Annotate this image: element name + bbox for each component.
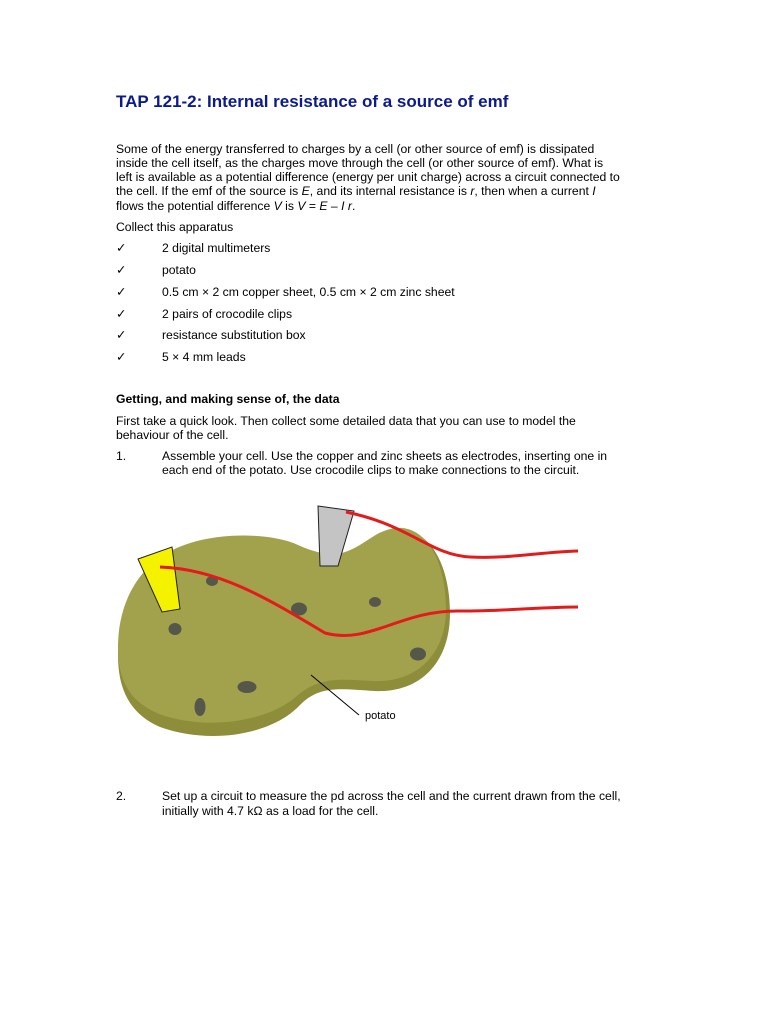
intro-line: Some of the energy transferred to charges by a cell (or other source of emf) is dissipated xyxy=(116,142,595,156)
check-icon: ✓ xyxy=(116,307,127,321)
step-number: 1. xyxy=(116,449,127,463)
collect-apparatus-label: Collect this apparatus xyxy=(116,220,234,234)
potato-spot xyxy=(410,648,426,661)
equation-I: I xyxy=(341,199,345,213)
symbol-I: I xyxy=(592,184,596,198)
apparatus-item: 2 pairs of crocodile clips xyxy=(162,307,293,321)
apparatus-item: potato xyxy=(162,263,196,277)
apparatus-item: resistance substitution box xyxy=(162,328,306,342)
check-icon: ✓ xyxy=(116,350,127,364)
intro-line: the cell. If the emf of the source is E, and its internal resistance is r, then when a current I xyxy=(116,184,596,198)
check-icon: ✓ xyxy=(116,263,127,277)
equation-E: E xyxy=(319,199,328,213)
potato-spot xyxy=(369,597,381,607)
step-text-line: initially with 4.7 kΩ as a load for the cell. xyxy=(162,804,379,818)
section-intro-line: behaviour of the cell. xyxy=(116,428,229,442)
potato-spot xyxy=(238,681,257,693)
intro-line: flows the potential difference V is V = E – I r. xyxy=(116,199,356,213)
equation-r: r xyxy=(347,199,352,213)
apparatus-item: 2 digital multimeters xyxy=(162,241,271,255)
page-title: TAP 121-2: Internal resistance of a source of emf xyxy=(116,92,509,111)
check-icon: ✓ xyxy=(116,241,127,255)
intro-line: inside the cell itself, as the charges move through the cell (or other source of emf). What is xyxy=(116,156,604,170)
potato-cell-figure xyxy=(100,495,590,755)
step-text-line: each end of the potato. Use crocodile clips to make connections to the circuit. xyxy=(162,463,580,477)
check-icon: ✓ xyxy=(116,285,127,299)
symbol-E: E xyxy=(301,184,310,198)
potato-label: potato xyxy=(365,710,396,722)
apparatus-item: 5 × 4 mm leads xyxy=(162,350,246,364)
step-text-line: Set up a circuit to measure the pd across the cell and the current drawn from the cell, xyxy=(162,789,621,803)
section-intro-line: First take a quick look. Then collect some detailed data that you can use to model the xyxy=(116,414,576,428)
check-icon: ✓ xyxy=(116,328,127,342)
intro-line: left is available as a potential difference (energy per unit charge) across a circuit connected to xyxy=(116,170,620,184)
potato-spot xyxy=(169,623,182,635)
section-heading: Getting, and making sense of, the data xyxy=(116,392,340,406)
symbol-r: r xyxy=(470,184,475,198)
step-number: 2. xyxy=(116,789,127,803)
step-text-line: Assemble your cell. Use the copper and zinc sheets as electrodes, inserting one in xyxy=(162,449,608,463)
potato-spot xyxy=(195,698,206,716)
equation-V: V xyxy=(297,199,306,213)
symbol-V: V xyxy=(273,199,282,213)
apparatus-item: 0.5 cm × 2 cm copper sheet, 0.5 cm × 2 cm zinc sheet xyxy=(162,285,455,299)
